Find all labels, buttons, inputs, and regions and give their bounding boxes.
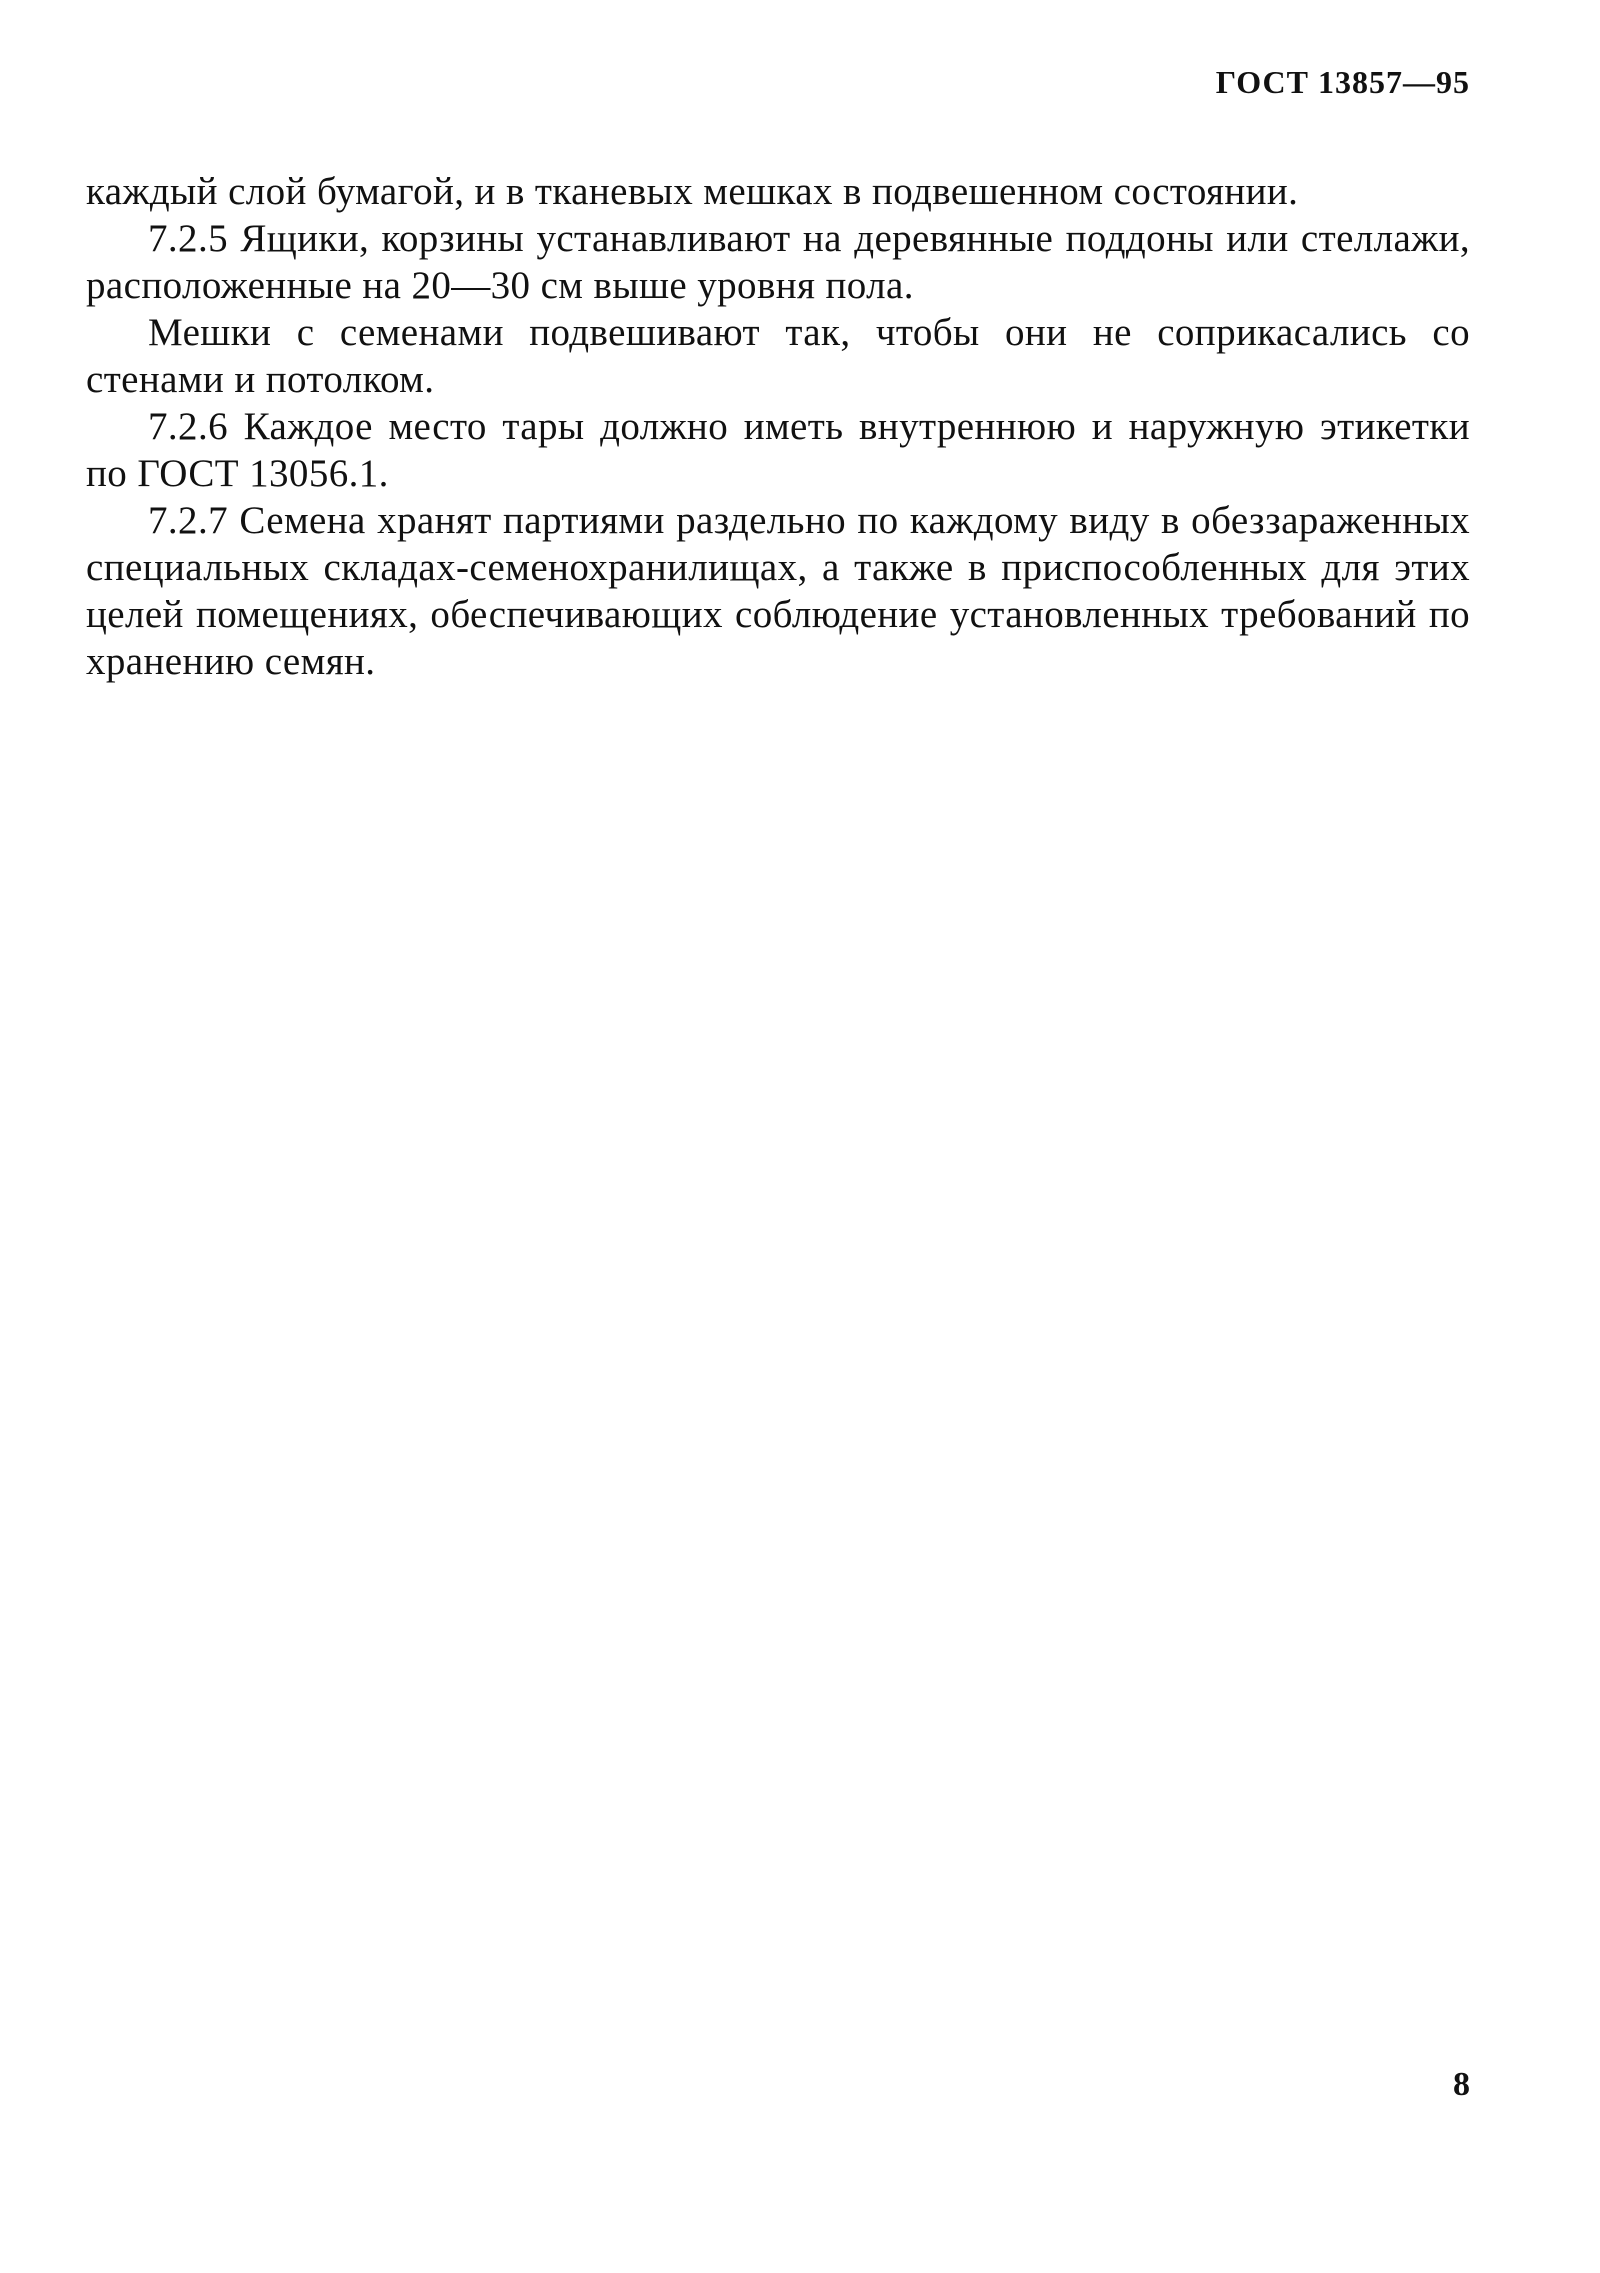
standard-header: ГОСТ 13857—95	[1215, 64, 1470, 100]
document-body	[86, 168, 1470, 685]
paragraph-bags: Мешки с семенами подвешивают так, чтобы они не соприкасались со стенами и потолком.	[86, 311, 1470, 401]
page-number: 8	[1453, 2066, 1470, 2103]
paragraph-continuation: каждый слой бумагой, и в тканевых мешках в подвешенном состоянии.	[86, 170, 1299, 213]
paragraph-7-2-6: 7.2.6 Каждое место тары должно иметь внутреннюю и наружную этикетки по ГОСТ 13056.1.	[86, 405, 1470, 495]
paragraph-7-2-7: 7.2.7 Семена хранят партиями раздельно по каждому виду в обеззараженных специальных складах-семенохранилищах, а также в приспособленных для этих целей помещениях, обеспечивающих соблюдение установленных требований по хранению семян.	[86, 499, 1470, 683]
paragraph-7-2-5: 7.2.5 Ящики, корзины устанавливают на деревянные поддоны или стеллажи, расположенные на 20—30 см выше уровня пола.	[86, 217, 1470, 307]
